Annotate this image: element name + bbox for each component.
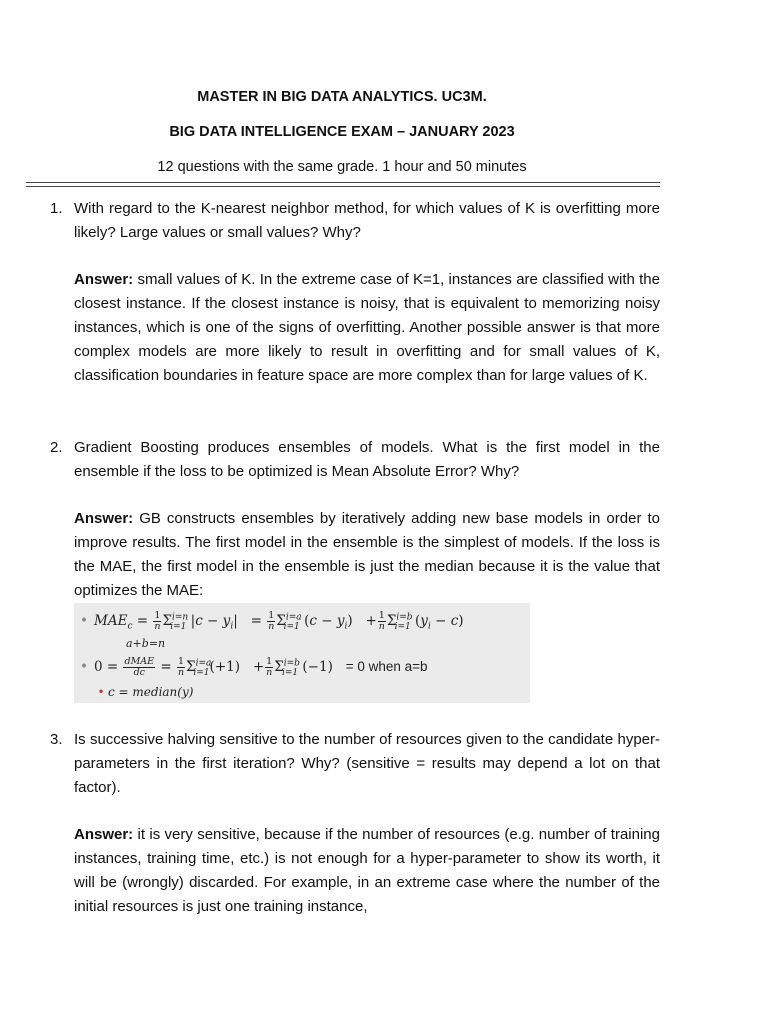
question-text: With regard to the K-nearest neighbor method, for which values of K is overfitting more likely? Large values or small values? Why?	[74, 200, 660, 241]
answer-text: small values of K. In the extreme case of K=1, instances are classified with the closest instance. If the closest instance is noisy, that is equivalent to memorizing noisy instances, which is one of the signs of overfitting. Another possible answer is that more complex models are more likely to result in overfitting and for small values of K, classification boundaries in feature space are more complex than for large values of K.	[74, 271, 660, 384]
question-2	[50, 436, 660, 484]
answer-label: Answer:	[74, 271, 134, 288]
question-text: Is successive halving sensitive to the number of resources given to the candidate hyper-parameters in the first iteration? Why? (sensitive = results may depend a lot on that factor).	[74, 731, 660, 796]
bullet: •	[80, 659, 88, 675]
question-1	[50, 197, 660, 245]
formula-line-1: • $MAE_c$ = $\frac{1}{n}$ $\Sigma^{i=n}_{i=1}$ $|c - y_i|$ = $\frac{1}{n}$ $\Sigma^{i=a}_{i=1}$ $(c - y_i)$ + $\frac{1}{n}$ $\Sigma^{i=b}_{i=1}$ $(y_i - c)$	[74, 611, 464, 632]
bullet: •	[80, 613, 88, 629]
header-rule-top	[26, 182, 660, 183]
exam-title: BIG DATA INTELLIGENCE EXAM – JANUARY 2023	[169, 124, 515, 140]
formula-line-3: • 0 = $\frac{\text{dMAE}}{dc}$ = $\frac{1}{n}$ $\Sigma^{i=a}_{i=1}(+1)$ + $\frac{1}{n}$ $\Sigma^{i=b}_{i=1}$ (−1) = 0 when a=b	[74, 657, 428, 678]
answer-3	[74, 823, 660, 919]
answer-label: Answer:	[74, 510, 134, 527]
program-title: MASTER IN BIG DATA ANALYTICS. UC3M.	[197, 89, 487, 105]
answer-text: GB constructs ensembles by iteratively adding new base models in order to improve results. The first model in the ensemble is the simplest of models. If the loss is the MAE, the first model in the ensemble is just the median because it is the value that optimizes the MAE:	[74, 510, 660, 599]
question-number: 3.	[50, 731, 63, 748]
question-3	[50, 728, 660, 800]
formula-line-4: • c = median(y)	[94, 685, 193, 699]
formula-line-2: a+b=n	[126, 637, 166, 650]
answer-text: it is very sensitive, because if the number of resources (e.g. number of training instances, training time, etc.) is not enough for a hyper-parameter to show its worth, it will be (wrongly) discarded. For example, in an extreme case where the number of the initial resources is just one training instance,	[74, 826, 660, 915]
mae-formula-image	[74, 603, 530, 703]
question-number: 1.	[50, 200, 63, 217]
header-rule-bottom	[26, 186, 660, 187]
bullet: •	[97, 685, 105, 699]
exam-instructions: 12 questions with the same grade. 1 hour and 50 minutes	[157, 159, 527, 175]
answer-1	[74, 268, 660, 388]
question-number: 2.	[50, 439, 63, 456]
answer-label: Answer:	[74, 826, 134, 843]
question-text: Gradient Boosting produces ensembles of models. What is the first model in the ensemble if the loss to be optimized is Mean Absolute Error? Why?	[74, 439, 660, 480]
answer-2	[74, 507, 660, 603]
